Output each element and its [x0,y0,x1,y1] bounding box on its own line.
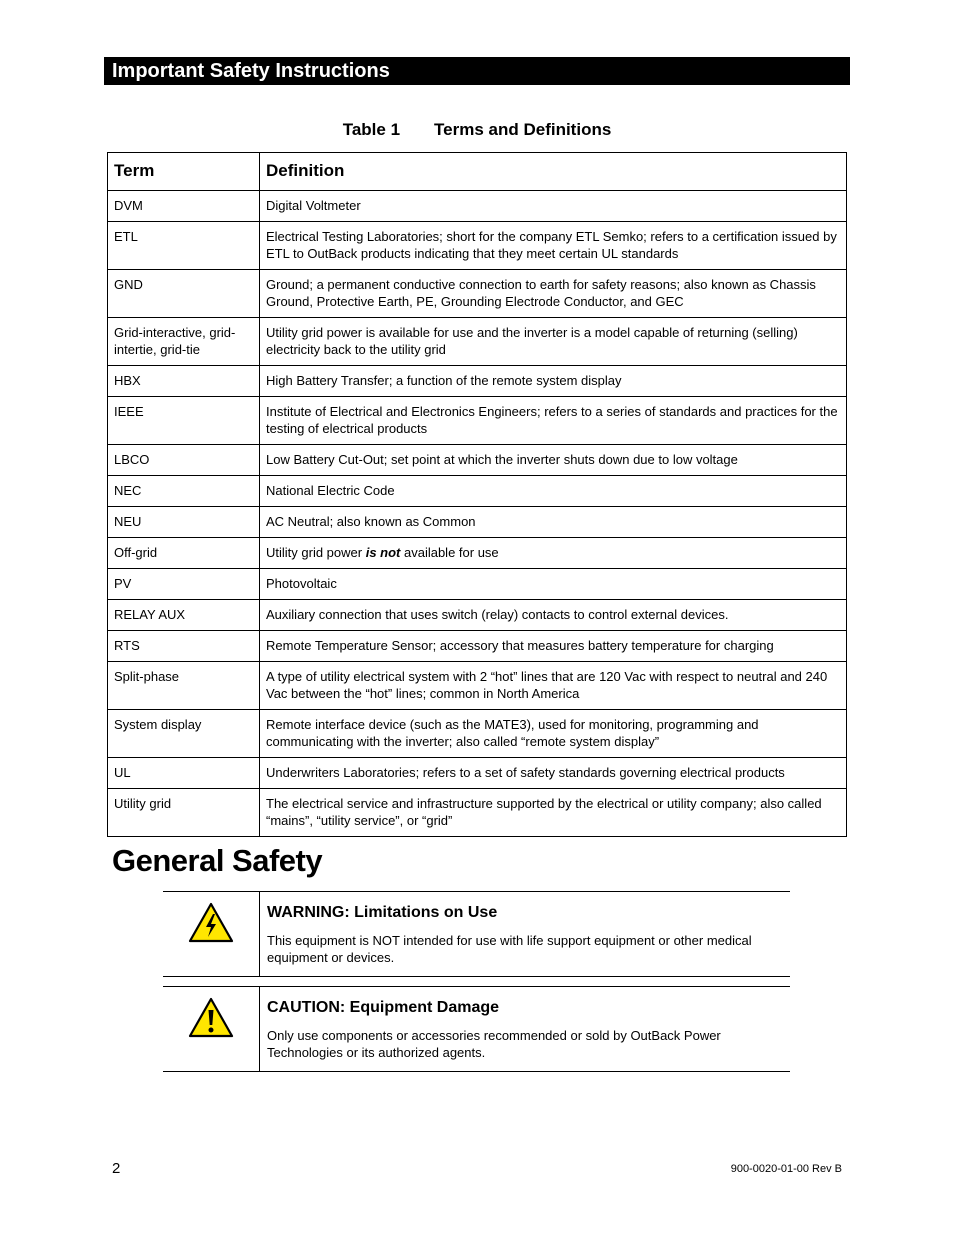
definition-cell: Underwriters Laboratories; refers to a set of safety standards governing electrical products [260,758,847,789]
definition-cell: Low Battery Cut-Out; set point at which the inverter shuts down due to low voltage [260,445,847,476]
warning-text [267,904,780,966]
definition-cell: A type of utility electrical system with 2 “hot” lines that are 120 Vac with respect to neutral and 240 Vac between the “hot” lines; common in North America [260,662,847,710]
warning-notice [163,891,790,977]
table-caption [0,120,954,140]
table-row [108,600,847,631]
definition-cell: Utility grid power is available for use and the inverter is a model capable of returning (selling) electricity back to the utility grid [260,318,847,366]
term-cell: GND [108,270,260,318]
term-cell: DVM [108,191,260,222]
table-row [108,710,847,758]
table-caption-number: Table 1 [342,120,401,139]
term-cell: Grid-interactive, grid-intertie, grid-tie [108,318,260,366]
definition-cell: Digital Voltmeter [260,191,847,222]
table-row [108,662,847,710]
term-cell: ETL [108,222,260,270]
term-cell: PV [108,569,260,600]
table-row [108,191,847,222]
warning-title: WARNING: Limitations on Use [267,904,498,921]
definition-cell: Remote Temperature Sensor; accessory that measures battery temperature for charging [260,631,847,662]
electrical-hazard-icon [188,902,234,944]
term-cell: Off-grid [108,538,260,569]
table-row [108,222,847,270]
term-cell: NEC [108,476,260,507]
term-cell: System display [108,710,260,758]
table-row [108,366,847,397]
caution-body: Only use components or accessories recommended or sold by OutBack Power Technologies or its authorized agents. [267,1028,721,1060]
definition-text-after: available for use [400,545,499,560]
table-row [108,631,847,662]
definition-text-before: Utility grid power [266,545,366,560]
caution-title: CAUTION: Equipment Damage [267,999,500,1016]
terms-table [107,152,847,837]
term-cell: RTS [108,631,260,662]
table-row [108,507,847,538]
term-cell: Split-phase [108,662,260,710]
table-row [108,445,847,476]
definition-emphasis: is not [365,545,401,560]
column-header-term: Term [108,153,260,191]
term-cell: UL [108,758,260,789]
table-row [108,789,847,837]
section-title: General Safety [112,843,323,878]
document-number: 900-0020-01-00 Rev B [730,1163,842,1175]
warning-body: This equipment is NOT intended for use with life support equipment or other medical equipment or devices. [267,933,752,965]
caution-exclamation-icon [188,997,234,1039]
term-cell: RELAY AUX [108,600,260,631]
page-number: 2 [112,1160,121,1177]
definition-cell: Photovoltaic [260,569,847,600]
definition-cell: AC Neutral; also known as Common [260,507,847,538]
term-cell: IEEE [108,397,260,445]
caution-notice [163,986,790,1072]
table-row [108,270,847,318]
table-row [108,476,847,507]
definition-cell: The electrical service and infrastructure supported by the electrical or utility company; also called “mains”, “utility service”, or “grid” [260,789,847,837]
caution-text [267,999,780,1061]
table-caption-title: Terms and Definitions [434,120,612,139]
term-cell: LBCO [108,445,260,476]
table-header-row [108,153,847,191]
caution-icon-cell [163,987,260,1071]
table-row [108,397,847,445]
table-row [108,758,847,789]
table-row [108,318,847,366]
definition-cell: Remote interface device (such as the MATE3), used for monitoring, programming and communicating with the inverter; also called “remote system display” [260,710,847,758]
definition-cell: Ground; a permanent conductive connection to earth for safety reasons; also known as Chassis Ground, Protective Earth, PE, Grounding Electrode Conductor, and GEC [260,270,847,318]
section-header-bar: Important Safety Instructions [104,57,850,85]
definition-cell: Auxiliary connection that uses switch (relay) contacts to control external devices. [260,600,847,631]
warning-icon-cell [163,892,260,976]
definition-cell: Electrical Testing Laboratories; short for the company ETL Semko; refers to a certification issued by ETL to OutBack products indicating that they meet certain UL standards [260,222,847,270]
table-row [108,538,847,569]
column-header-definition: Definition [260,153,847,191]
table-row [108,569,847,600]
term-cell: Utility grid [108,789,260,837]
definition-cell [260,538,847,569]
term-cell: HBX [108,366,260,397]
definition-cell: High Battery Transfer; a function of the remote system display [260,366,847,397]
definition-cell: Institute of Electrical and Electronics Engineers; refers to a series of standards and practices for the testing of electrical products [260,397,847,445]
definition-cell: National Electric Code [260,476,847,507]
term-cell: NEU [108,507,260,538]
